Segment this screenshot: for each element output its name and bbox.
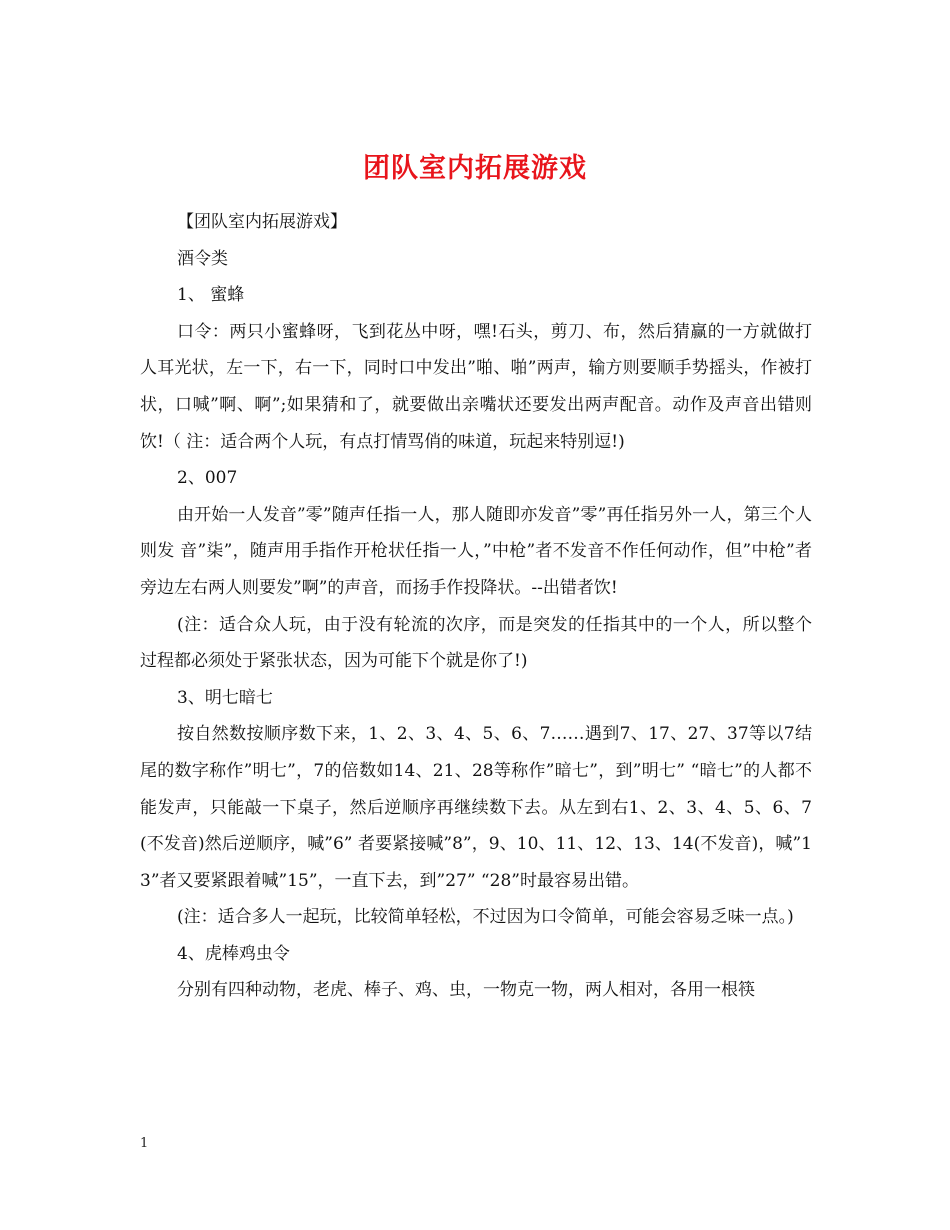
page-title: 团队室内拓展游戏	[363, 153, 587, 185]
paragraph-category: 酒令类	[177, 248, 228, 269]
paragraph-game-1-rules: 口令：两只小蜜蜂呀，飞到花丛中呀，嘿!石头，剪刀、布，然后猜赢的一方就做打人耳光状，左一下，右一下，同时口中发出”啪、啪”两声，输方则要顺手势摇头，作被打状，口喊”啊、啊”;如果猜和了，就要做出亲嘴状还要发出两声配音。动作及声音出错则饮!（ 注：适合两个人玩，有点打情骂俏的味道，玩起来特别逗!)	[140, 321, 812, 452]
paragraph-game-4-rules: 分别有四种动物，老虎、棒子、鸡、虫，一物克一物，两人相对，各用一根筷	[177, 980, 755, 1001]
paragraph-game-1-heading: 1、 蜜蜂	[177, 285, 245, 306]
paragraph-section-heading: 【团队室内拓展游戏】	[177, 212, 347, 232]
document-body	[140, 204, 812, 1009]
paragraph-game-4-heading: 4、虎棒鸡虫令	[177, 943, 290, 964]
paragraph-game-2-note: (注：适合众人玩，由于没有轮流的次序，而是突发的任指其中的一个人，所以整个过程都必须处于紧张状态，因为可能下个就是你了!)	[140, 614, 812, 672]
paragraph-game-3-heading: 3、明七暗七	[177, 687, 273, 708]
page-number: 1	[140, 1136, 149, 1151]
paragraph-game-3-note: (注：适合多人一起玩，比较简单轻松，不过因为口令简单，可能会容易乏味一点。)	[177, 907, 794, 928]
paragraph-game-3-rules: 按自然数按顺序数下来，1、2、3、4、5、6、7……遇到7、17、27、37等以7结尾的数字称作”明七”，7的倍数如14、21、28等称作”暗七”，到”明七” “暗七”的人都不能发声，只能敲一下桌子，然后逆顺序再继续数下去。从左到右1、2、3、4、5、6、7(不发音)然后逆顺序，喊”6” 者要紧接喊”8”，9、10、11、12、13、14(不发音)，喊”13”者又要紧跟着喊”15”，一直下去，到”27” “28”时最容易出错。	[140, 724, 812, 891]
paragraph-game-2-heading: 2、007	[177, 468, 238, 489]
paragraph-game-2-rules: 由开始一人发音”零”随声任指一人，那人随即亦发音”零”再任指另外一人，第三个人则发 音”柒”，随声用手指作开枪状任指一人，”中枪”者不发音不作任何动作，但”中枪”者旁边左右两人则要发”啊”的声音，而扬手作投降状。--出错者饮!	[140, 504, 812, 598]
